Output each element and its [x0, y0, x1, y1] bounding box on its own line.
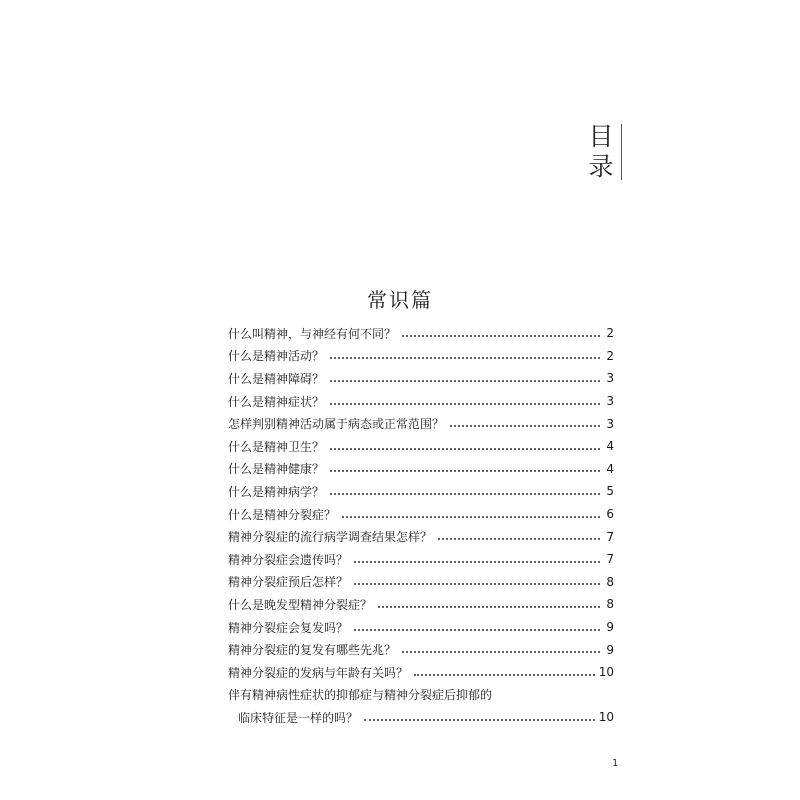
- toc-entry-page: 6: [606, 507, 614, 522]
- toc-entry-title: 临床特征是一样的吗？: [238, 710, 359, 725]
- toc-entry[interactable]: [228, 593, 614, 616]
- toc-entry[interactable]: [228, 435, 614, 458]
- toc-entry-title: 精神分裂症会复发吗？: [228, 620, 349, 635]
- dot-leader: [330, 379, 600, 382]
- toc-entry-title: 什么是精神症状？: [228, 394, 325, 409]
- dot-leader: [414, 673, 595, 676]
- toc-entry-page: 10: [598, 665, 614, 680]
- dot-leader: [438, 537, 600, 540]
- dot-leader: [402, 650, 600, 653]
- toc-entry-page: 7: [606, 552, 614, 567]
- toc-entry[interactable]: [228, 503, 614, 526]
- toc-entry-title: 怎样判别精神活动属于病态或正常范围？: [228, 417, 445, 432]
- toc-entry[interactable]: [228, 616, 614, 639]
- toc-entry-page: 4: [606, 439, 614, 454]
- toc-entry-page: 10: [598, 710, 614, 725]
- toc-entry[interactable]: [228, 345, 614, 368]
- toc-entry-page: 2: [606, 326, 614, 341]
- contents-title: [586, 122, 616, 182]
- toc-entry-title: 什么是精神卫生？: [228, 439, 325, 454]
- toc-entry-title: 什么叫精神，与神经有何不同？: [228, 326, 397, 341]
- dot-leader: [354, 560, 600, 563]
- toc-entry[interactable]: [228, 706, 614, 729]
- toc-entry-page: 5: [606, 484, 614, 499]
- toc-entry[interactable]: [228, 367, 614, 390]
- toc-entry-title: 什么是精神病学？: [228, 484, 325, 499]
- toc-entry-page: 9: [606, 620, 614, 635]
- toc-entry[interactable]: [228, 412, 614, 435]
- toc-entry[interactable]: [228, 480, 614, 503]
- dot-leader: [330, 402, 600, 405]
- toc-entry-page: 9: [606, 642, 614, 657]
- toc-entry-page: 2: [606, 348, 614, 363]
- toc-entry-page: 7: [606, 529, 614, 544]
- dot-leader: [378, 605, 600, 608]
- contents-title-char: 目: [588, 122, 614, 151]
- dot-leader: [354, 582, 600, 585]
- toc-entry[interactable]: [228, 390, 614, 413]
- dot-leader: [364, 718, 595, 721]
- toc-entry-title: 什么是精神活动？: [228, 349, 325, 364]
- dot-leader: [330, 447, 600, 450]
- toc-entry-title: 伴有精神病性症状的抑郁症与精神分裂症后抑郁的: [228, 688, 493, 703]
- toc-entry[interactable]: [228, 548, 614, 571]
- toc-entry-title: 精神分裂症的复发有哪些先兆？: [228, 643, 397, 658]
- toc-entry-page: 3: [606, 416, 614, 431]
- toc-entry-page: 3: [606, 371, 614, 386]
- toc-entry-title: 精神分裂症预后怎样？: [228, 575, 349, 590]
- dot-leader: [402, 334, 600, 337]
- toc-entry-title: 精神分裂症的发病与年龄有关吗？: [228, 665, 409, 680]
- toc-entry[interactable]: [228, 525, 614, 548]
- section-heading: 常识篇: [367, 288, 433, 312]
- toc-entry[interactable]: [228, 458, 614, 481]
- toc-entry[interactable]: [228, 638, 614, 661]
- dot-leader: [354, 628, 600, 631]
- dot-leader: [330, 356, 600, 359]
- toc-entry-page: 8: [606, 574, 614, 589]
- toc-entry[interactable]: [228, 322, 614, 345]
- toc-entry-title: 什么是精神障碍？: [228, 371, 325, 386]
- toc-entry[interactable]: [228, 571, 614, 594]
- toc-entry-title: 精神分裂症会遗传吗？: [228, 552, 349, 567]
- dot-leader: [342, 515, 600, 518]
- dot-leader: [330, 469, 600, 472]
- toc-entry-page: 4: [606, 461, 614, 476]
- toc-entry-page: 3: [606, 394, 614, 409]
- toc-entry-title: 什么是精神健康？: [228, 462, 325, 477]
- toc-entry[interactable]: [228, 684, 614, 707]
- dot-leader: [450, 424, 600, 427]
- title-divider: [621, 124, 622, 180]
- toc-entry-title: 精神分裂症的流行病学调查结果怎样？: [228, 530, 433, 545]
- toc-entry-title: 什么是晚发型精神分裂症？: [228, 597, 373, 612]
- dot-leader: [330, 492, 600, 495]
- toc-entry-title: 什么是精神分裂症？: [228, 507, 337, 522]
- page-number: 1: [612, 758, 619, 769]
- toc-list: [228, 322, 614, 729]
- toc-entry[interactable]: [228, 661, 614, 684]
- contents-title-char: 录: [588, 152, 614, 181]
- toc-entry-page: 8: [606, 597, 614, 612]
